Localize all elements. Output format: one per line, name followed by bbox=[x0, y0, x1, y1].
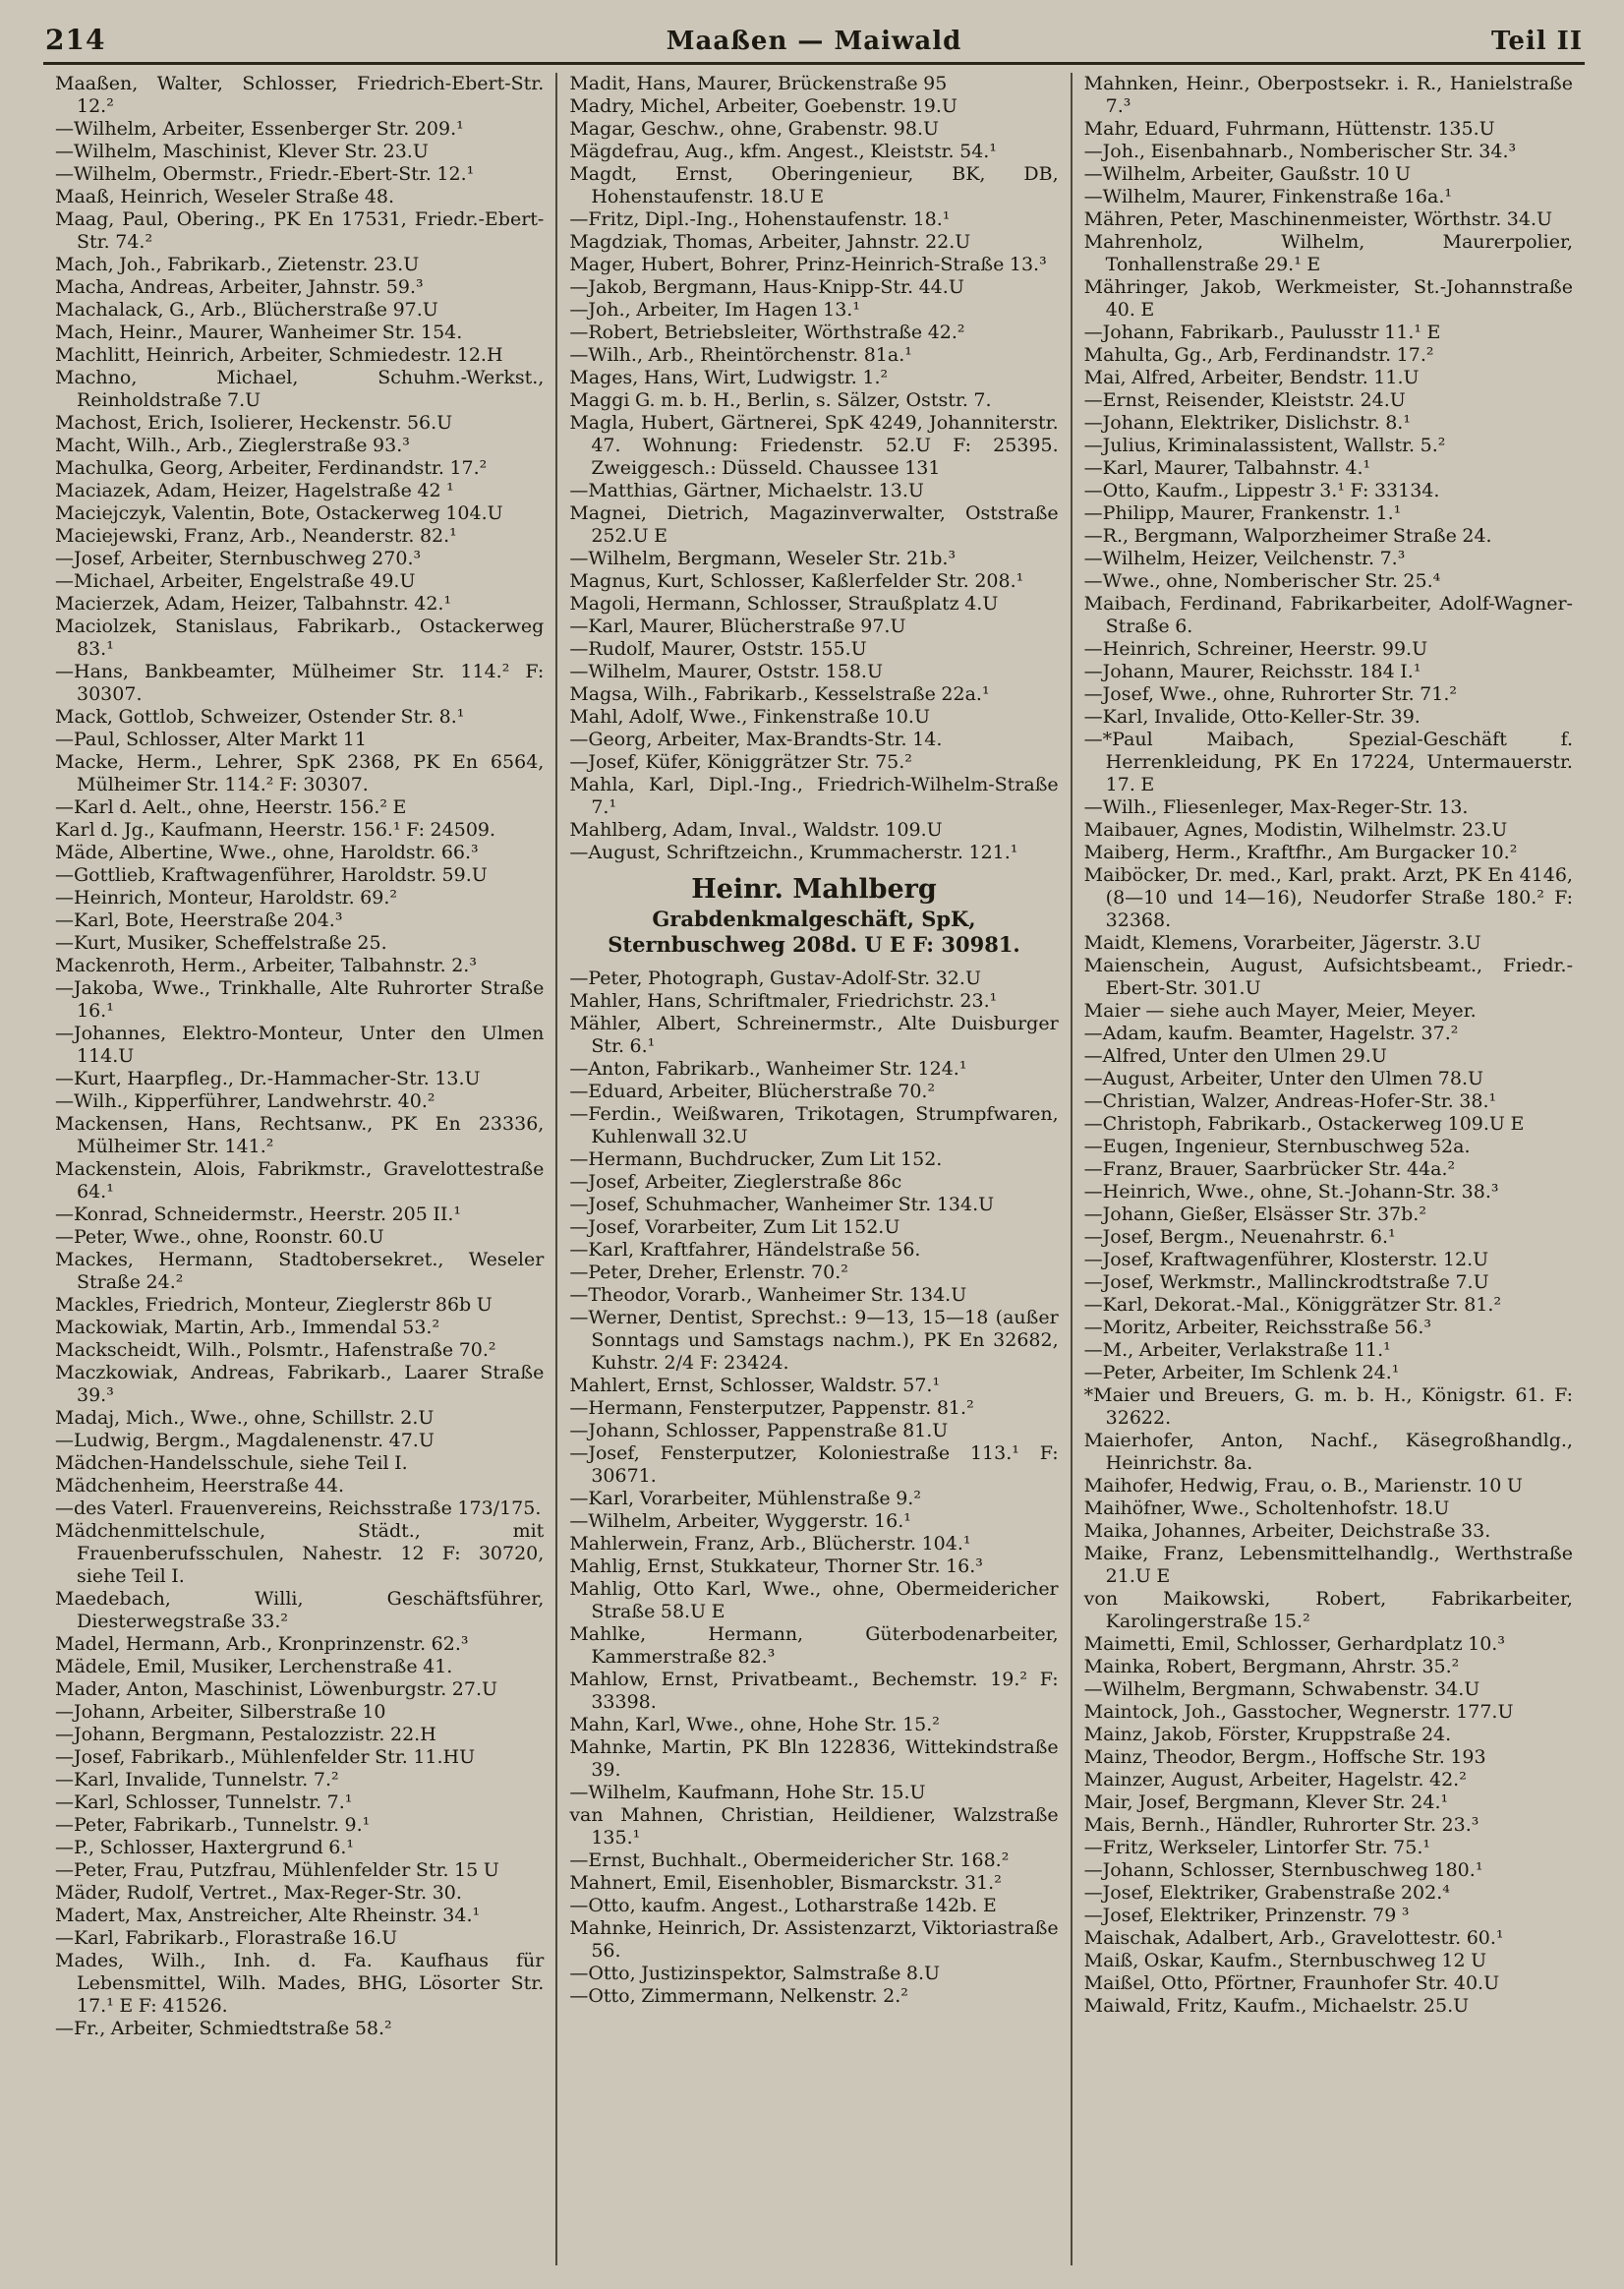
directory-entry: Maiböcker, Dr. med., Karl, prakt. Arzt, PK En 4146, (8—10 und 14—16), Neudorfer Straße 180.² F: 32368. bbox=[1083, 864, 1573, 931]
directory-entry: —Julius, Kriminalassistent, Wallstr. 5.² bbox=[1083, 435, 1446, 456]
directory-entry: —P., Schlosser, Haxtergrund 6.¹ bbox=[55, 1837, 355, 1858]
directory-entry: —Moritz, Arbeiter, Reichsstraße 56.³ bbox=[1083, 1317, 1432, 1338]
directory-entry: Maika, Johannes, Arbeiter, Deichstraße 33. bbox=[1083, 1520, 1491, 1542]
directory-entry: Mahlow, Ernst, Privatbeamt., Bechemstr. 19.² F: 33398. bbox=[569, 1669, 1059, 1713]
directory-entry: Mainka, Robert, Bergmann, Ahrstr. 35.² bbox=[1083, 1656, 1460, 1677]
directory-entry: Maciejczyk, Valentin, Bote, Ostackerweg 104.U bbox=[55, 502, 503, 524]
directory-entry: Madry, Michel, Arbeiter, Goebenstr. 19.U bbox=[569, 95, 957, 117]
directory-entry: —Hermann, Buchdrucker, Zum Lit 152. bbox=[569, 1148, 943, 1170]
ad-text: Grabdenkmalgeschäft, SpK, Sternbuschweg 208d. U E F: 30981. bbox=[608, 907, 1020, 957]
directory-entry: Maggi G. m. b. H., Berlin, s. Sälzer, Oststr. 7. bbox=[569, 389, 992, 411]
directory-entry: —Karl, Vorarbeiter, Mühlenstraße 9.² bbox=[569, 1488, 921, 1509]
directory-entry: Maag, Paul, Obering., PK En 17531, Friedr.-Ebert-Str. 74.² bbox=[55, 208, 545, 253]
directory-entry: Maike, Franz, Lebensmittelhandlg., Werthstraße 21.U E bbox=[1083, 1543, 1573, 1587]
directory-entry: —Werner, Dentist, Sprechst.: 9—13, 15—18 (außer Sonntags und Samstags nachm.), PK En 32682, Kuhstr. 2/4 F: 23424. bbox=[569, 1307, 1059, 1374]
directory-entry: —Karl, Fabrikarb., Florastraße 16.U bbox=[55, 1927, 398, 1949]
directory-entry: —Josef, Werkmstr., Mallinckrodtstraße 7.U bbox=[1083, 1271, 1489, 1293]
directory-entry: —Heinrich, Wwe., ohne, St.-Johann-Str. 38.³ bbox=[1083, 1181, 1499, 1203]
directory-entry: —Theodor, Vorarb., Wanheimer Str. 134.U bbox=[569, 1284, 967, 1306]
directory-entry: —*Paul Maibach, Spezial-Geschäft f. Herrenkleidung, PK En 17224, Untermauerstr. 17. E bbox=[1083, 729, 1573, 795]
directory-entry: Machlitt, Heinrich, Arbeiter, Schmiedestr. 12.H bbox=[55, 344, 503, 366]
directory-entry: Mais, Bernh., Händler, Ruhrorter Str. 23.³ bbox=[1083, 1814, 1479, 1836]
directory-entry: —Josef, Kraftwagenführer, Klosterstr. 12.U bbox=[1083, 1249, 1489, 1270]
directory-entry: —Fritz, Werkseler, Lintorfer Str. 75.¹ bbox=[1083, 1837, 1430, 1858]
directory-entry: Mäde, Albertine, Wwe., ohne, Haroldstr. 66.³ bbox=[55, 842, 479, 863]
directory-entry: Mähler, Albert, Schreinermstr., Alte Duisburger Str. 6.¹ bbox=[569, 1013, 1059, 1057]
directory-entry: Mager, Hubert, Bohrer, Prinz-Heinrich-Straße 13.³ bbox=[569, 254, 1047, 275]
directory-entry: Macha, Andreas, Arbeiter, Jahnstr. 59.³ bbox=[55, 276, 424, 298]
directory-entry: —Karl, Bote, Heerstraße 204.³ bbox=[55, 910, 343, 931]
directory-entry: Mahnert, Emil, Eisenhobler, Bismarckstr. 31.² bbox=[569, 1872, 1002, 1894]
directory-entry: Maaßen, Walter, Schlosser, Friedrich-Ebert-Str. 12.² bbox=[55, 73, 545, 117]
directory-entry: Mäder, Rudolf, Vertret., Max-Reger-Str. 30. bbox=[55, 1882, 462, 1904]
directory-entry: Mackenstein, Alois, Fabrikmstr., Gravelottestraße 64.¹ bbox=[55, 1158, 545, 1203]
section-label: Teil II bbox=[1490, 27, 1583, 56]
directory-entry: Maintock, Joh., Gasstocher, Wegnerstr. 177.U bbox=[1083, 1701, 1514, 1723]
directory-entry: von Maikowski, Robert, Fabrikarbeiter, Karolingerstraße 15.² bbox=[1083, 1588, 1573, 1632]
directory-entry: —Joh., Eisenbahnarb., Nomberischer Str. 34.³ bbox=[1083, 141, 1517, 162]
directory-entry: Mahlerwein, Franz, Arb., Blücherstr. 104.¹ bbox=[569, 1533, 971, 1555]
directory-entry: —Christian, Walzer, Andreas-Hofer-Str. 38.¹ bbox=[1083, 1090, 1497, 1112]
directory-entry: —Josef, Arbeiter, Sternbuschweg 270.³ bbox=[55, 548, 422, 569]
directory-entry: Mähringer, Jakob, Werkmeister, St.-Johannstraße 40. E bbox=[1083, 276, 1573, 321]
directory-entry: Maedebach, Willi, Geschäftsführer, Diesterwegstraße 33.² bbox=[55, 1588, 545, 1632]
directory-entry: —Wilhelm, Maurer, Oststr. 158.U bbox=[569, 661, 883, 682]
directory-entry: Mackes, Hermann, Stadtobersekret., Weseler Straße 24.² bbox=[55, 1249, 545, 1293]
directory-entry: —Georg, Arbeiter, Max-Brandts-Str. 14. bbox=[569, 729, 943, 750]
directory-entry: —R., Bergmann, Walporzheimer Straße 24. bbox=[1083, 525, 1492, 547]
directory-entry: —Wwe., ohne, Nomberischer Str. 25.⁴ bbox=[1083, 570, 1441, 592]
directory-entry: Mages, Hans, Wirt, Ludwigstr. 1.² bbox=[569, 367, 889, 388]
directory-entry: Mai, Alfred, Arbeiter, Bendstr. 11.U bbox=[1083, 367, 1420, 388]
directory-entry: —Wilhelm, Kaufmann, Hohe Str. 15.U bbox=[569, 1782, 926, 1803]
directory-entry: —Fr., Arbeiter, Schmiedtstraße 58.² bbox=[55, 2018, 392, 2039]
directory-entry: Machost, Erich, Isolierer, Heckenstr. 56.U bbox=[55, 412, 453, 434]
directory-entry: Mahlig, Otto Karl, Wwe., ohne, Obermeidericher Straße 58.U E bbox=[569, 1578, 1059, 1622]
directory-entry: Mahlberg, Adam, Inval., Waldstr. 109.U bbox=[569, 819, 943, 841]
directory-entry: Mahl, Adolf, Wwe., Finkenstraße 10.U bbox=[569, 706, 930, 728]
directory-entry: —Peter, Photograph, Gustav-Adolf-Str. 32.U bbox=[569, 968, 981, 989]
directory-entry: Maciolzek, Stanislaus, Fabrikarb., Ostackerweg 83.¹ bbox=[55, 616, 545, 660]
directory-entry: Madert, Max, Anstreicher, Alte Rheinstr. 34.¹ bbox=[55, 1905, 481, 1926]
directory-entry: —Matthias, Gärtner, Michaelstr. 13.U bbox=[569, 480, 924, 501]
directory-entry: Magnus, Kurt, Schlosser, Kaßlerfelder Str. 208.¹ bbox=[569, 570, 1024, 592]
directory-entry: —Paul, Schlosser, Alter Markt 11 bbox=[55, 729, 367, 750]
directory-entry: Machalack, G., Arb., Blücherstraße 97.U bbox=[55, 299, 438, 321]
directory-entry: Madel, Hermann, Arb., Kronprinzenstr. 62.³ bbox=[55, 1633, 469, 1655]
directory-entry: Mahler, Hans, Schriftmaler, Friedrichstr. 23.¹ bbox=[569, 990, 998, 1012]
directory-entry: —Johann, Elektriker, Dislichstr. 8.¹ bbox=[1083, 412, 1411, 434]
directory-entry: —Wilhelm, Bergmann, Schwabenstr. 34.U bbox=[1083, 1678, 1480, 1700]
column-2 bbox=[555, 73, 1070, 2265]
directory-entry: —Karl, Schlosser, Tunnelstr. 7.¹ bbox=[55, 1791, 353, 1813]
directory-entry: —August, Arbeiter, Unter den Ulmen 78.U bbox=[1083, 1068, 1484, 1089]
directory-entry: —Josef, Elektriker, Grabenstraße 202.⁴ bbox=[1083, 1882, 1450, 1904]
directory-entry: Maihöfner, Wwe., Scholtenhofstr. 18.U bbox=[1083, 1497, 1450, 1519]
directory-entry: Mädchenheim, Heerstraße 44. bbox=[55, 1475, 345, 1497]
directory-entry: —des Vaterl. Frauenvereins, Reichsstraße 173/175. bbox=[55, 1497, 542, 1519]
directory-entry: Magar, Geschw., ohne, Grabenstr. 98.U bbox=[569, 118, 940, 140]
directory-entry: —Philipp, Maurer, Frankenstr. 1.¹ bbox=[1083, 502, 1402, 524]
directory-entry: Mackles, Friedrich, Monteur, Zieglerstr 86b U bbox=[55, 1294, 493, 1316]
directory-entry: —Josef, Vorarbeiter, Zum Lit 152.U bbox=[569, 1216, 900, 1238]
directory-entry: —Rudolf, Maurer, Oststr. 155.U bbox=[569, 638, 867, 660]
directory-entry: Mahlig, Ernst, Stukkateur, Thorner Str. 16.³ bbox=[569, 1555, 983, 1577]
directory-entry: Magdt, Ernst, Oberingenieur, BK, DB, Hohenstaufenstr. 18.U E bbox=[569, 163, 1059, 207]
directory-entry: Maidt, Klemens, Vorarbeiter, Jägerstr. 3.U bbox=[1083, 932, 1481, 954]
directory-entry: Mahrenholz, Wilhelm, Maurerpolier, Tonhallenstraße 29.¹ E bbox=[1083, 231, 1573, 275]
directory-entry: —Johann, Schlosser, Sternbuschweg 180.¹ bbox=[1083, 1859, 1483, 1881]
directory-entry: —Wilhelm, Arbeiter, Wyggerstr. 16.¹ bbox=[569, 1510, 911, 1532]
directory-entry: Madit, Hans, Maurer, Brückenstraße 95 bbox=[569, 73, 948, 94]
page-header bbox=[43, 24, 1585, 65]
column-3 bbox=[1071, 73, 1585, 2265]
directory-entry: —Johann, Bergmann, Pestalozzistr. 22.H bbox=[55, 1724, 436, 1745]
directory-entry: —Fritz, Dipl.-Ing., Hohenstaufenstr. 18.¹ bbox=[569, 208, 951, 230]
directory-entry: Mackscheidt, Wilh., Polsmtr., Hafenstraße 70.² bbox=[55, 1339, 496, 1361]
directory-entry: —Johann, Schlosser, Pappenstraße 81.U bbox=[569, 1420, 949, 1441]
directory-entry: —Ludwig, Bergm., Magdalenenstr. 47.U bbox=[55, 1430, 435, 1451]
directory-entry: Maibach, Ferdinand, Fabrikarbeiter, Adolf-Wagner-Straße 6. bbox=[1083, 593, 1573, 637]
directory-entry: —Eduard, Arbeiter, Blücherstraße 70.² bbox=[569, 1081, 936, 1102]
directory-entry: —Otto, Justizinspektor, Salmstraße 8.U bbox=[569, 1963, 941, 1984]
directory-entry: Mädchenmittelschule, Städt., mit Frauenberufsschulen, Nahestr. 12 F: 30720, siehe Teil I. bbox=[55, 1520, 545, 1587]
directory-entry: —Alfred, Unter den Ulmen 29.U bbox=[1083, 1045, 1387, 1067]
directory-entry: Maaß, Heinrich, Weseler Straße 48. bbox=[55, 186, 395, 207]
directory-entry: Maiwald, Fritz, Kaufm., Michaelstr. 25.U bbox=[1083, 1995, 1470, 2017]
directory-entry: Mach, Joh., Fabrikarb., Zietenstr. 23.U bbox=[55, 254, 420, 275]
directory-entry: —Karl, Maurer, Blücherstraße 97.U bbox=[569, 616, 906, 637]
directory-entry: Mainzer, August, Arbeiter, Hagelstr. 42.² bbox=[1083, 1769, 1467, 1790]
directory-entry: —Karl, Maurer, Talbahnstr. 4.¹ bbox=[1083, 457, 1371, 479]
directory-entry: Mahlke, Hermann, Güterbodenarbeiter, Kammerstraße 82.³ bbox=[569, 1623, 1059, 1668]
directory-entry: Maischak, Adalbert, Arb., Gravelottestr. 60.¹ bbox=[1083, 1927, 1504, 1949]
directory-entry: Mägdefrau, Aug., kfm. Angest., Kleiststr. 54.¹ bbox=[569, 141, 997, 162]
directory-entry: —Otto, Kaufm., Lippestr 3.¹ F: 33134. bbox=[1083, 480, 1440, 501]
directory-entry: Karl d. Jg., Kaufmann, Heerstr. 156.¹ F: 24509. bbox=[55, 819, 496, 841]
directory-entry: —Robert, Betriebsleiter, Wörthstraße 42.² bbox=[569, 322, 965, 343]
column-layout bbox=[43, 73, 1585, 2265]
directory-entry: Maier — siehe auch Mayer, Meier, Meyer. bbox=[1083, 1000, 1477, 1022]
directory-entry: —Wilh., Arb., Rheintörchenstr. 81a.¹ bbox=[569, 344, 912, 366]
directory-entry: —Otto, Zimmermann, Nelkenstr. 2.² bbox=[569, 1985, 908, 2007]
directory-entry: Mades, Wilh., Inh. d. Fa. Kaufhaus für Lebensmittel, Wilh. Mades, BHG, Lösorter Str. 17.¹ E F: 41526. bbox=[55, 1950, 545, 2017]
directory-entry: Mahulta, Gg., Arb, Ferdinandstr. 17.² bbox=[1083, 344, 1434, 366]
page-number: 214 bbox=[45, 24, 106, 56]
directory-entry: —Hermann, Fensterputzer, Pappenstr. 81.² bbox=[569, 1397, 974, 1419]
directory-entry: —August, Schriftzeichn., Krummacherstr. 121.¹ bbox=[569, 842, 1018, 863]
directory-entry: —Johannes, Elektro-Monteur, Unter den Ulmen 114.U bbox=[55, 1023, 545, 1067]
directory-entry: Maciejewski, Franz, Arb., Neanderstr. 82.¹ bbox=[55, 525, 457, 547]
directory-entry: Mädchen-Handelsschule, siehe Teil I. bbox=[55, 1452, 408, 1474]
directory-entry: van Mahnen, Christian, Heildiener, Walzstraße 135.¹ bbox=[569, 1804, 1059, 1849]
directory-entry: —Karl, Invalide, Otto-Keller-Str. 39. bbox=[1083, 706, 1421, 728]
directory-entry: Mair, Josef, Bergmann, Klever Str. 24.¹ bbox=[1083, 1791, 1449, 1813]
directory-entry: Mackowiak, Martin, Arb., Immendal 53.² bbox=[55, 1317, 440, 1338]
directory-entry: Maibauer, Agnes, Modistin, Wilhelmstr. 23.U bbox=[1083, 819, 1508, 841]
directory-entry: Mahr, Eduard, Fuhrmann, Hüttenstr. 135.U bbox=[1083, 118, 1495, 140]
column-1 bbox=[43, 73, 555, 2265]
directory-entry: —Kurt, Haarpfleg., Dr.-Hammacher-Str. 13.U bbox=[55, 1068, 481, 1089]
directory-entry: —Karl, Dekorat.-Mal., Königgrätzer Str. 81.² bbox=[1083, 1294, 1502, 1316]
directory-entry: —Franz, Brauer, Saarbrücker Str. 44a.² bbox=[1083, 1158, 1456, 1180]
directory-entry: Magsa, Wilh., Fabrikarb., Kesselstraße 22a.¹ bbox=[569, 683, 990, 705]
directory-entry: —Johann, Gießer, Elsässer Str. 37b.² bbox=[1083, 1203, 1426, 1225]
directory-entry: —M., Arbeiter, Verlakstraße 11.¹ bbox=[1083, 1339, 1391, 1361]
directory-entry: —Peter, Arbeiter, Im Schlenk 24.¹ bbox=[1083, 1362, 1400, 1383]
directory-entry: —Heinrich, Schreiner, Heerstr. 99.U bbox=[1083, 638, 1428, 660]
directory-entry: —Peter, Fabrikarb., Tunnelstr. 9.¹ bbox=[55, 1814, 371, 1836]
directory-entry: —Karl, Invalide, Tunnelstr. 7.² bbox=[55, 1769, 339, 1790]
directory-entry: Mädele, Emil, Musiker, Lerchenstraße 41. bbox=[55, 1656, 453, 1677]
directory-entry: Magoli, Hermann, Schlosser, Straußplatz 4.U bbox=[569, 593, 999, 615]
directory-entry: Mähren, Peter, Maschinenmeister, Wörthstr. 34.U bbox=[1083, 208, 1553, 230]
directory-entry: —Josef, Elektriker, Prinzenstr. 79 ³ bbox=[1083, 1905, 1410, 1926]
directory-entry: Mahn, Karl, Wwe., ohne, Hohe Str. 15.² bbox=[569, 1714, 940, 1735]
directory-entry: —Johann, Maurer, Reichsstr. 184 I.¹ bbox=[1083, 661, 1421, 682]
directory-entry: Macke, Herm., Lehrer, SpK 2368, PK En 6564, Mülheimer Str. 114.² F: 30307. bbox=[55, 751, 545, 795]
directory-entry: —Josef, Fabrikarb., Mühlenfelder Str. 11.HU bbox=[55, 1746, 476, 1768]
directory-entry: Mahla, Karl, Dipl.-Ing., Friedrich-Wilhelm-Straße 7.¹ bbox=[569, 774, 1059, 818]
directory-entry: Mahnke, Heinrich, Dr. Assistenzarzt, Viktoriastraße 56. bbox=[569, 1917, 1059, 1962]
directory-entry: —Ernst, Reisender, Kleiststr. 24.U bbox=[1083, 389, 1406, 411]
directory-entry: —Josef, Bergm., Neuenahrstr. 6.¹ bbox=[1083, 1226, 1396, 1248]
directory-entry: —Josef, Fensterputzer, Koloniestraße 113.¹ F: 30671. bbox=[569, 1442, 1059, 1487]
directory-entry: —Adam, kaufm. Beamter, Hagelstr. 37.² bbox=[1083, 1023, 1459, 1044]
directory-entry: Mainz, Jakob, Förster, Kruppstraße 24. bbox=[1083, 1724, 1452, 1745]
directory-entry: *Maier und Breuers, G. m. b. H., Königstr. 61. F: 32622. bbox=[1083, 1384, 1573, 1429]
directory-entry: —Wilhelm, Maurer, Finkenstraße 16a.¹ bbox=[1083, 186, 1452, 207]
directory-entry: —Joh., Arbeiter, Im Hagen 13.¹ bbox=[569, 299, 860, 321]
directory-entry: —Konrad, Schneidermstr., Heerstr. 205 II.¹ bbox=[55, 1203, 462, 1225]
directory-entry: Magnei, Dietrich, Magazinverwalter, Oststraße 252.U E bbox=[569, 502, 1059, 547]
directory-entry: —Johann, Arbeiter, Silberstraße 10 bbox=[55, 1701, 386, 1723]
ad-heading: Heinr. Mahlberg bbox=[691, 874, 937, 905]
directory-entry: —Peter, Frau, Putzfrau, Mühlenfelder Str. 15 U bbox=[55, 1859, 499, 1881]
directory-entry: Macierzek, Adam, Heizer, Talbahnstr. 42.¹ bbox=[55, 593, 452, 615]
directory-entry: Mach, Heinr., Maurer, Wanheimer Str. 154. bbox=[55, 322, 463, 343]
directory-entry: Maiß, Oskar, Kaufm., Sternbuschweg 12 U bbox=[1083, 1950, 1487, 1971]
directory-entry: —Wilhelm, Bergmann, Weseler Str. 21b.³ bbox=[569, 548, 957, 569]
directory-entry: —Josef, Wwe., ohne, Ruhrorter Str. 71.² bbox=[1083, 683, 1457, 705]
directory-entry: Magdziak, Thomas, Arbeiter, Jahnstr. 22.U bbox=[569, 231, 971, 253]
directory-entry: —Heinrich, Monteur, Haroldstr. 69.² bbox=[55, 887, 398, 909]
directory-entry: Madaj, Mich., Wwe., ohne, Schillstr. 2.U bbox=[55, 1407, 435, 1429]
directory-entry: —Josef, Arbeiter, Zieglerstraße 86c bbox=[569, 1171, 902, 1193]
directory-entry: Maimetti, Emil, Schlosser, Gerhardplatz 10.³ bbox=[1083, 1633, 1505, 1655]
directory-entry: —Wilhelm, Maschinist, Klever Str. 23.U bbox=[55, 141, 429, 162]
directory-entry: —Gottlieb, Kraftwagenführer, Haroldstr. 59.U bbox=[55, 864, 488, 886]
directory-entry: —Peter, Dreher, Erlenstr. 70.² bbox=[569, 1262, 848, 1283]
directory-entry: —Christoph, Fabrikarb., Ostackerweg 109.U E bbox=[1083, 1113, 1525, 1135]
directory-entry: Mader, Anton, Maschinist, Löwenburgstr. 27.U bbox=[55, 1678, 498, 1700]
directory-entry: —Wilhelm, Arbeiter, Essenberger Str. 209.¹ bbox=[55, 118, 464, 140]
directory-entry: Maißel, Otto, Pförtner, Fraunhofer Str. 40.U bbox=[1083, 1972, 1500, 1994]
directory-entry: Macht, Wilh., Arb., Zieglerstraße 93.³ bbox=[55, 435, 410, 456]
directory-entry: Machno, Michael, Schuhm.-Werkst., Reinholdstraße 7.U bbox=[55, 367, 545, 411]
page-title: Maaßen — Maiwald bbox=[666, 27, 962, 56]
directory-entry: Maienschein, August, Aufsichtsbeamt., Friedr.-Ebert-Str. 301.U bbox=[1083, 955, 1573, 999]
directory-entry: —Ferdin., Weißwaren, Trikotagen, Strumpfwaren, Kuhlenwall 32.U bbox=[569, 1103, 1059, 1147]
directory-entry: —Karl d. Aelt., ohne, Heerstr. 156.² E bbox=[55, 796, 407, 818]
directory-entry: Maciazek, Adam, Heizer, Hagelstraße 42 ¹ bbox=[55, 480, 454, 501]
directory-entry: —Wilhelm, Arbeiter, Gaußstr. 10 U bbox=[1083, 163, 1412, 185]
directory-entry: Machulka, Georg, Arbeiter, Ferdinandstr. 17.² bbox=[55, 457, 488, 479]
directory-entry: Mahlert, Ernst, Schlosser, Waldstr. 57.¹ bbox=[569, 1375, 941, 1396]
directory-entry: —Karl, Kraftfahrer, Händelstraße 56. bbox=[569, 1239, 921, 1261]
directory-entry: —Otto, kaufm. Angest., Lotharstraße 142b. E bbox=[569, 1895, 997, 1916]
directory-entry: —Wilhelm, Heizer, Veilchenstr. 7.³ bbox=[1083, 548, 1406, 569]
directory-entry: Mahnke, Martin, PK Bln 122836, Wittekindstraße 39. bbox=[569, 1736, 1059, 1781]
directory-entry: —Wilhelm, Obermstr., Friedr.-Ebert-Str. 12.¹ bbox=[55, 163, 475, 185]
directory-entry: —Hans, Bankbeamter, Mülheimer Str. 114.² F: 30307. bbox=[55, 661, 545, 705]
directory-entry: —Peter, Wwe., ohne, Roonstr. 60.U bbox=[55, 1226, 384, 1248]
directory-entry: Magla, Hubert, Gärtnerei, SpK 4249, Johanniterstr. 47. Wohnung: Friedenstr. 52.U F: 25395. Zweiggesch.: Düsseld. Chaussee 131 bbox=[569, 412, 1059, 479]
directory-entry: —Eugen, Ingenieur, Sternbuschweg 52a. bbox=[1083, 1136, 1471, 1157]
directory-entry: Maihofer, Hedwig, Frau, o. B., Marienstr. 10 U bbox=[1083, 1475, 1523, 1497]
directory-entry: —Josef, Schuhmacher, Wanheimer Str. 134.U bbox=[569, 1194, 995, 1215]
directory-entry: Mainz, Theodor, Bergm., Hoffsche Str. 193 bbox=[1083, 1746, 1486, 1768]
directory-entry: —Michael, Arbeiter, Engelstraße 49.U bbox=[55, 570, 416, 592]
directory-entry: Maierhofer, Anton, Nachf., Käsegroßhandlg., Heinrichstr. 8a. bbox=[1083, 1430, 1573, 1474]
directory-entry: —Jakob, Bergmann, Haus-Knipp-Str. 44.U bbox=[569, 276, 964, 298]
directory-entry: Mackensen, Hans, Rechtsanw., PK En 23336, Mülheimer Str. 141.² bbox=[55, 1113, 545, 1157]
directory-entry: Maiberg, Herm., Kraftfhr., Am Burgacker 10.² bbox=[1083, 842, 1518, 863]
directory-entry: —Wilh., Kipperführer, Landwehrstr. 40.² bbox=[55, 1090, 435, 1112]
directory-entry: Mackenroth, Herm., Arbeiter, Talbahnstr. 2.³ bbox=[55, 955, 477, 976]
directory-entry: —Johann, Fabrikarb., Paulusstr 11.¹ E bbox=[1083, 322, 1441, 343]
directory-entry: Maczkowiak, Andreas, Fabrikarb., Laarer Straße 39.³ bbox=[55, 1362, 545, 1406]
directory-entry: Mack, Gottlob, Schweizer, Ostender Str. 8.¹ bbox=[55, 706, 465, 728]
directory-entry: —Wilh., Fliesenleger, Max-Reger-Str. 13. bbox=[1083, 796, 1469, 818]
directory-entry: Mahnken, Heinr., Oberpostsekr. i. R., Hanielstraße 7.³ bbox=[1083, 73, 1573, 117]
directory-entry: —Ernst, Buchhalt., Obermeidericher Str. 168.² bbox=[569, 1849, 1010, 1871]
directory-entry: —Jakoba, Wwe., Trinkhalle, Alte Ruhrorter Straße 16.¹ bbox=[55, 977, 545, 1022]
directory-entry: —Anton, Fabrikarb., Wanheimer Str. 124.¹ bbox=[569, 1058, 967, 1080]
directory-entry: —Kurt, Musiker, Scheffelstraße 25. bbox=[55, 932, 387, 954]
directory-entry: —Josef, Küfer, Königgrätzer Str. 75.² bbox=[569, 751, 912, 773]
